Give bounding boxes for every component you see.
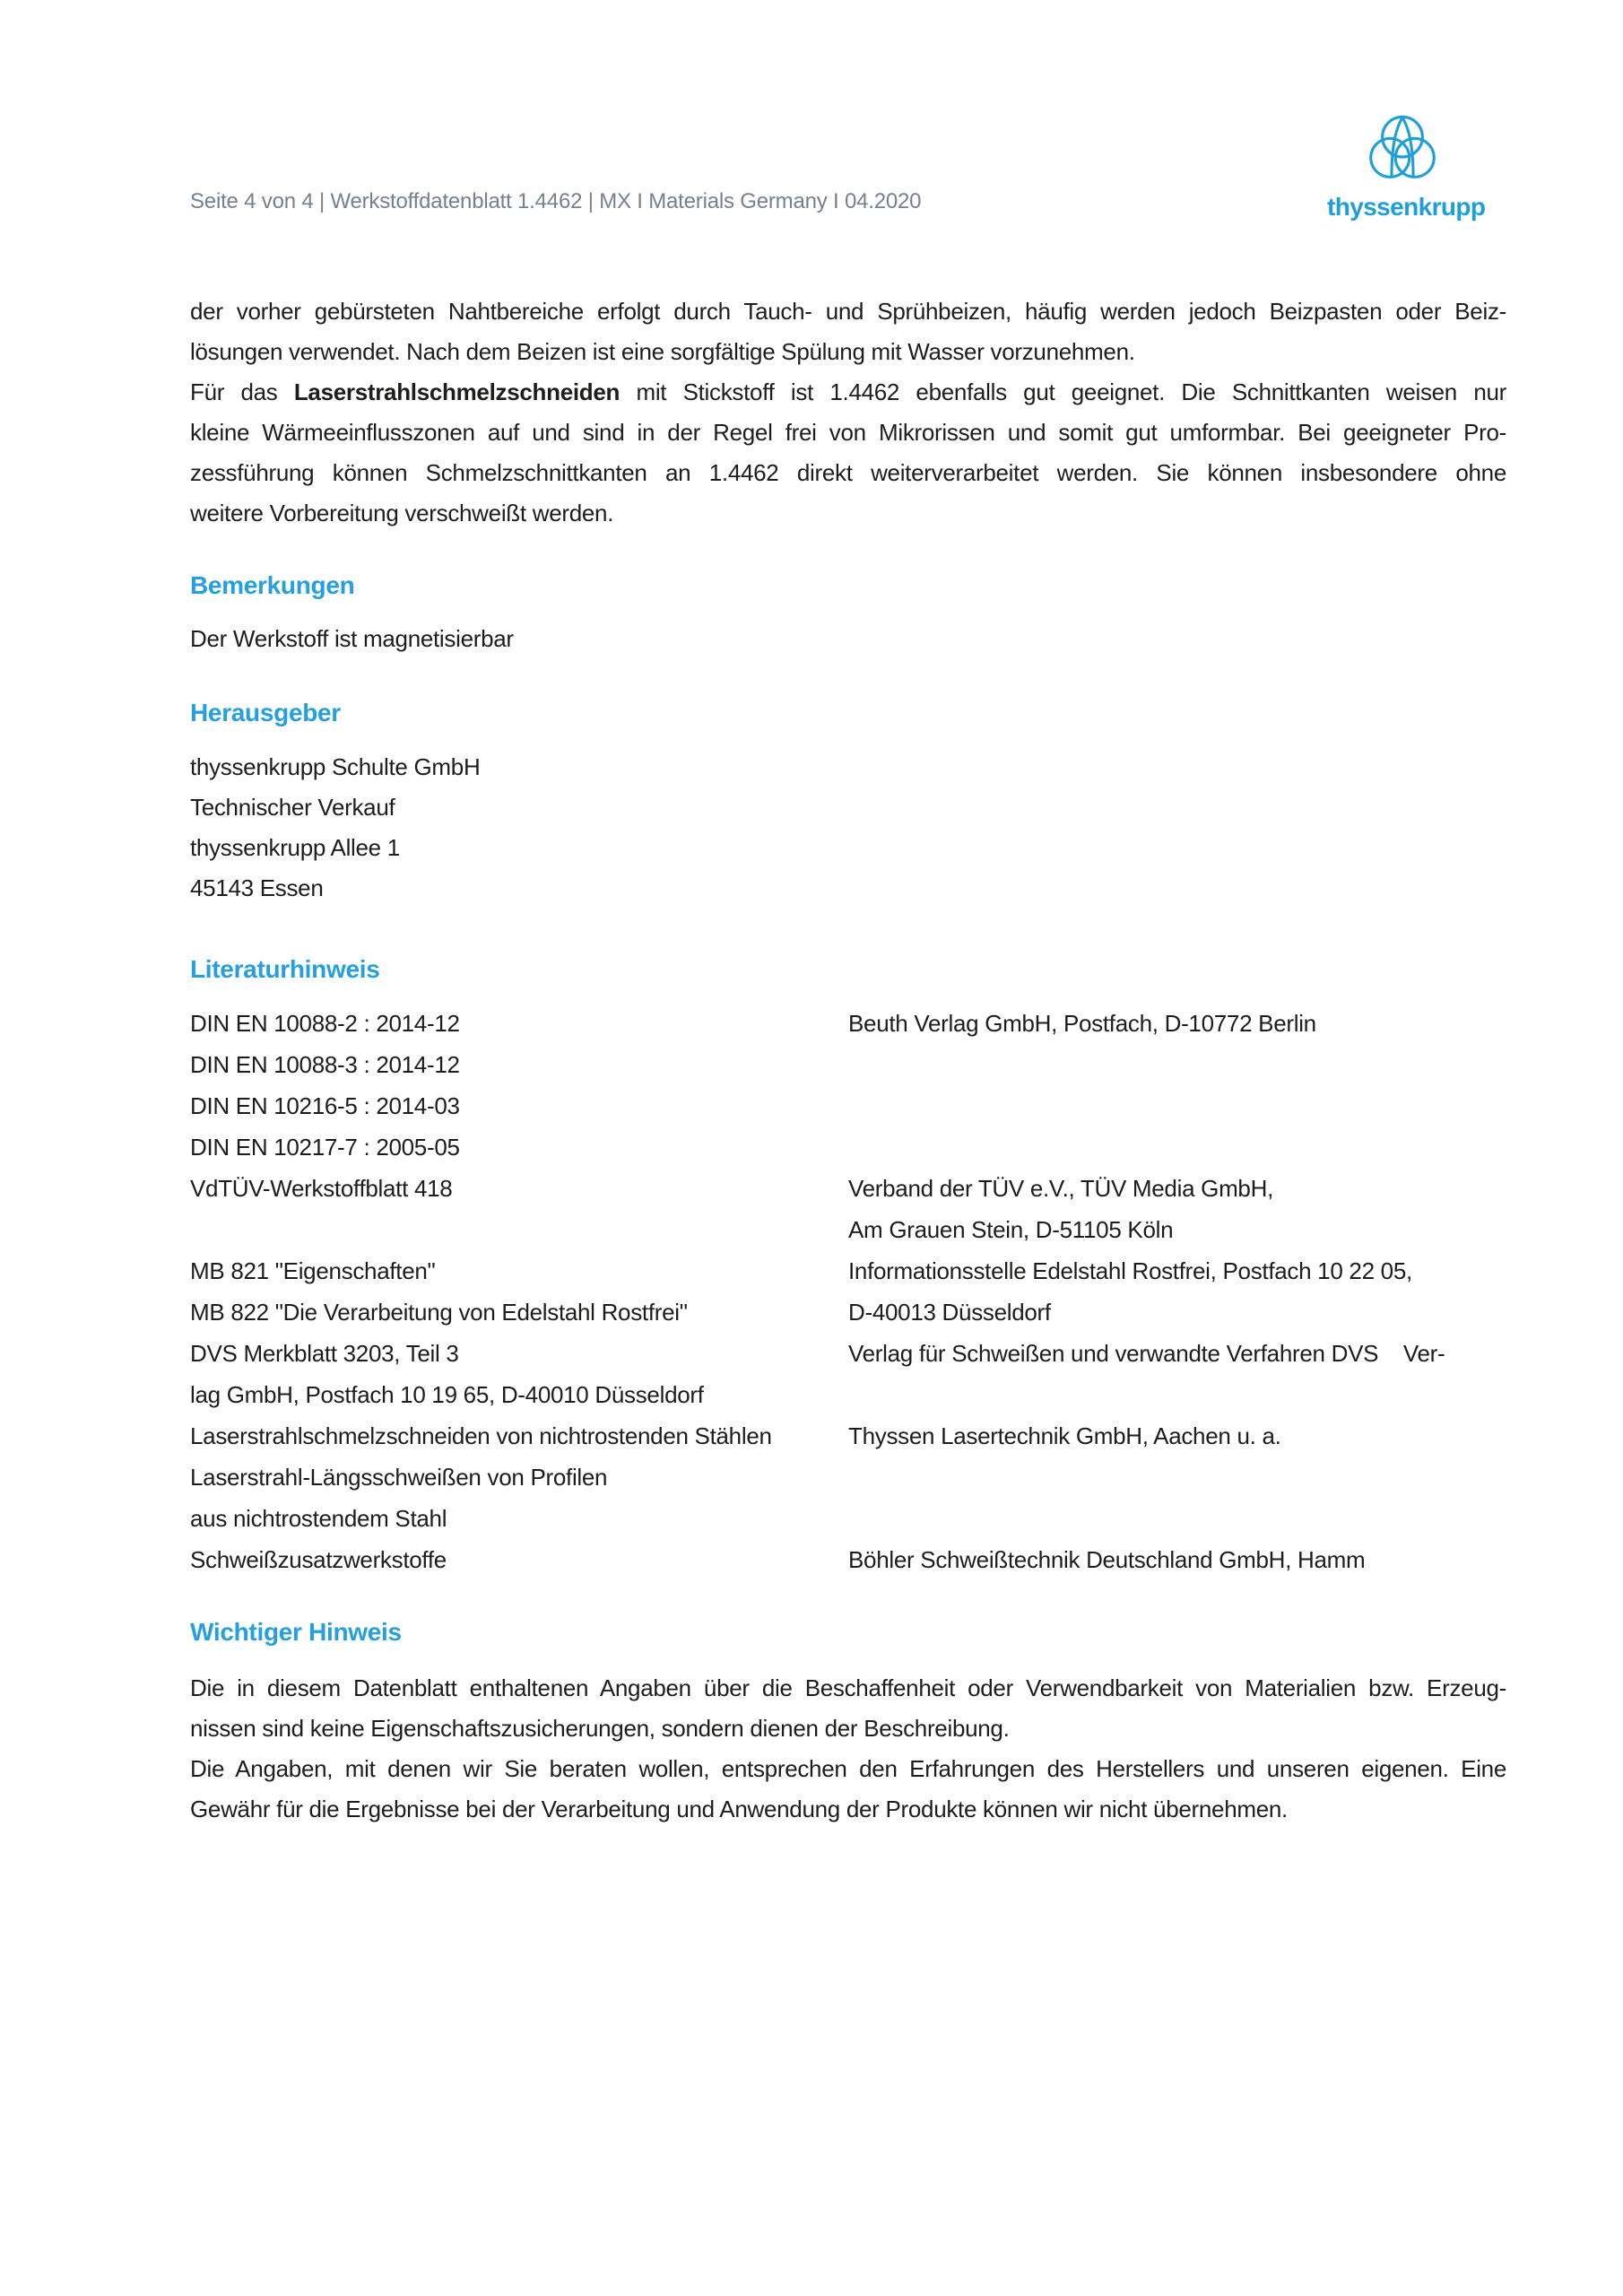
literature-publisher (848, 1044, 1506, 1085)
literature-reference: VdTÜV-Werkstoffblatt 418 (190, 1175, 453, 1202)
publisher-heading: Herausgeber (190, 699, 341, 726)
literature-publisher: Am Grauen Stein, D-51105 Köln (848, 1216, 1174, 1243)
text-line (190, 453, 1506, 493)
literature-row (190, 1415, 1506, 1457)
literature-row (190, 1126, 1506, 1168)
literature-row (190, 1457, 1506, 1498)
text-segment: thyssenkrupp Schulte GmbH (190, 753, 481, 780)
literature-reference: DIN EN 10216-5 : 2014-03 (190, 1092, 460, 1119)
logo-wordmark: thyssenkrupp (1327, 193, 1486, 221)
literature-publisher (848, 1498, 1506, 1539)
text-segment: Die in diesem Datenblatt enthaltenen Angaben über die Beschaffenheit oder Verwendbarkeit von Materialien bzw. Erzeug- (190, 1674, 1506, 1701)
literature-reference: DVS Merkblatt 3203, Teil 3 (190, 1340, 459, 1367)
literature-publisher: D-40013 Düsseldorf (848, 1299, 1051, 1326)
remarks-text: Der Werkstoff ist magnetisierbar (190, 625, 514, 652)
text-line (190, 1668, 1506, 1709)
literature-publisher: Böhler Schweißtechnik Deutschland GmbH, Hamm (848, 1546, 1366, 1573)
literature-publisher: Informationsstelle Edelstahl Rostfrei, Postfach 10 22 05, (848, 1257, 1412, 1284)
literature-row (190, 1333, 1506, 1374)
literature-reference (190, 1209, 848, 1250)
intro-paragraphs (190, 291, 1506, 534)
text-line (190, 747, 1506, 787)
literature-publisher: Verlag für Schweißen und verwandte Verfahren DVS Ver- (848, 1340, 1445, 1367)
document-body (190, 291, 1506, 1830)
text-segment: weitere Vorbereitung verschweißt werden. (190, 500, 614, 526)
text-segment: thyssenkrupp Allee 1 (190, 834, 400, 861)
page-meta-line: Seite 4 von 4 | Werkstoffdatenblatt 1.4462 | MX I Materials Germany I 04.2020 (190, 189, 922, 213)
text-segment: kleine Wärmeeinflusszonen auf und sind in der Regel frei von Mikrorissen und somit gut umformbar. Bei geeigneter Pro- (190, 419, 1506, 446)
literature-reference: DIN EN 10088-2 : 2014-12 (190, 1010, 460, 1037)
publisher-address (190, 747, 1506, 909)
literature-publisher: Thyssen Lasertechnik GmbH, Aachen u. a. (848, 1422, 1281, 1449)
literature-publisher: Verband der TÜV e.V., TÜV Media GmbH, (848, 1175, 1273, 1202)
literature-row (190, 1044, 1506, 1085)
text-segment: Für das (190, 378, 294, 405)
text-segment: Die Angaben, mit denen wir Sie beraten wollen, entsprechen den Erfahrungen des Herstellers und unseren eigenen. Eine (190, 1755, 1506, 1782)
text-line (190, 828, 1506, 868)
literature-reference: DIN EN 10088-3 : 2014-12 (190, 1051, 460, 1078)
literature-publisher (848, 1457, 1506, 1498)
text-line (190, 493, 1506, 534)
literature-reference: Laserstrahl-Längsschweißen von Profilen (190, 1464, 608, 1491)
text-line (190, 787, 1506, 828)
literature-reference: DIN EN 10217-7 : 2005-05 (190, 1134, 460, 1161)
literature-row (190, 1374, 1506, 1415)
text-line (190, 372, 1506, 413)
text-segment: 45143 Essen (190, 874, 324, 901)
text-line (190, 1789, 1506, 1830)
text-segment: mit Stickstoff ist 1.4462 ebenfalls gut geeignet. Die Schnittkanten weisen nur (620, 378, 1506, 405)
notice-paragraphs (190, 1668, 1506, 1830)
literature-row (190, 1292, 1506, 1333)
notice-heading: Wichtiger Hinweis (190, 1618, 402, 1646)
text-segment: Gewähr für die Ergebnisse bei der Verarbeitung und Anwendung der Produkte können wir nicht übernehmen. (190, 1796, 1288, 1822)
literature-reference: aus nichtrostendem Stahl (190, 1505, 447, 1532)
text-line (190, 868, 1506, 909)
literature-row (190, 1085, 1506, 1126)
literature-row (190, 1250, 1506, 1292)
literature-reference: Laserstrahlschmelzschneiden von nichtrostenden Stählen (190, 1422, 772, 1449)
literature-publisher: Beuth Verlag GmbH, Postfach, D-10772 Berlin (848, 1010, 1316, 1037)
literature-publisher (848, 1374, 1506, 1415)
text-segment: nissen sind keine Eigenschaftszusicherungen, sondern dienen der Beschreibung. (190, 1715, 1010, 1742)
text-line (190, 332, 1506, 372)
literature-row (190, 1168, 1506, 1209)
literature-publisher (848, 1085, 1506, 1126)
literature-row (190, 1209, 1506, 1250)
text-line (190, 1749, 1506, 1789)
remarks-heading: Bemerkungen (190, 571, 355, 599)
text-line (190, 291, 1506, 332)
text-segment: zessführung können Schmelzschnittkanten an 1.4462 direkt weiterverarbeitet werden. Sie können insbesondere ohne (190, 459, 1506, 486)
literature-publisher (848, 1126, 1506, 1168)
thyssenkrupp-rings-icon (1327, 111, 1478, 192)
literature-row (190, 1003, 1506, 1044)
literature-reference: MB 822 "Die Verarbeitung von Edelstahl Rostfrei" (190, 1299, 688, 1326)
text-line (190, 413, 1506, 453)
literature-heading: Literaturhinweis (190, 955, 380, 983)
text-segment: der vorher gebürsteten Nahtbereiche erfolgt durch Tauch- und Sprühbeizen, häufig werden jedoch Beizpasten oder Beiz- (190, 298, 1506, 325)
literature-row (190, 1539, 1506, 1580)
literature-reference: MB 821 "Eigenschaften" (190, 1257, 436, 1284)
text-line (190, 1709, 1506, 1749)
text-segment: Technischer Verkauf (190, 794, 395, 821)
literature-reference: Schweißzusatzwerkstoffe (190, 1546, 447, 1573)
thyssenkrupp-logo (1327, 111, 1486, 222)
literature-row (190, 1498, 1506, 1539)
literature-table (190, 1003, 1506, 1580)
literature-reference: lag GmbH, Postfach 10 19 65, D-40010 Düsseldorf (190, 1381, 704, 1408)
bold-text-segment: Laserstrahlschmelzschneiden (293, 378, 621, 405)
text-segment: lösungen verwendet. Nach dem Beizen ist eine sorgfältige Spülung mit Wasser vorzunehmen. (190, 338, 1135, 365)
